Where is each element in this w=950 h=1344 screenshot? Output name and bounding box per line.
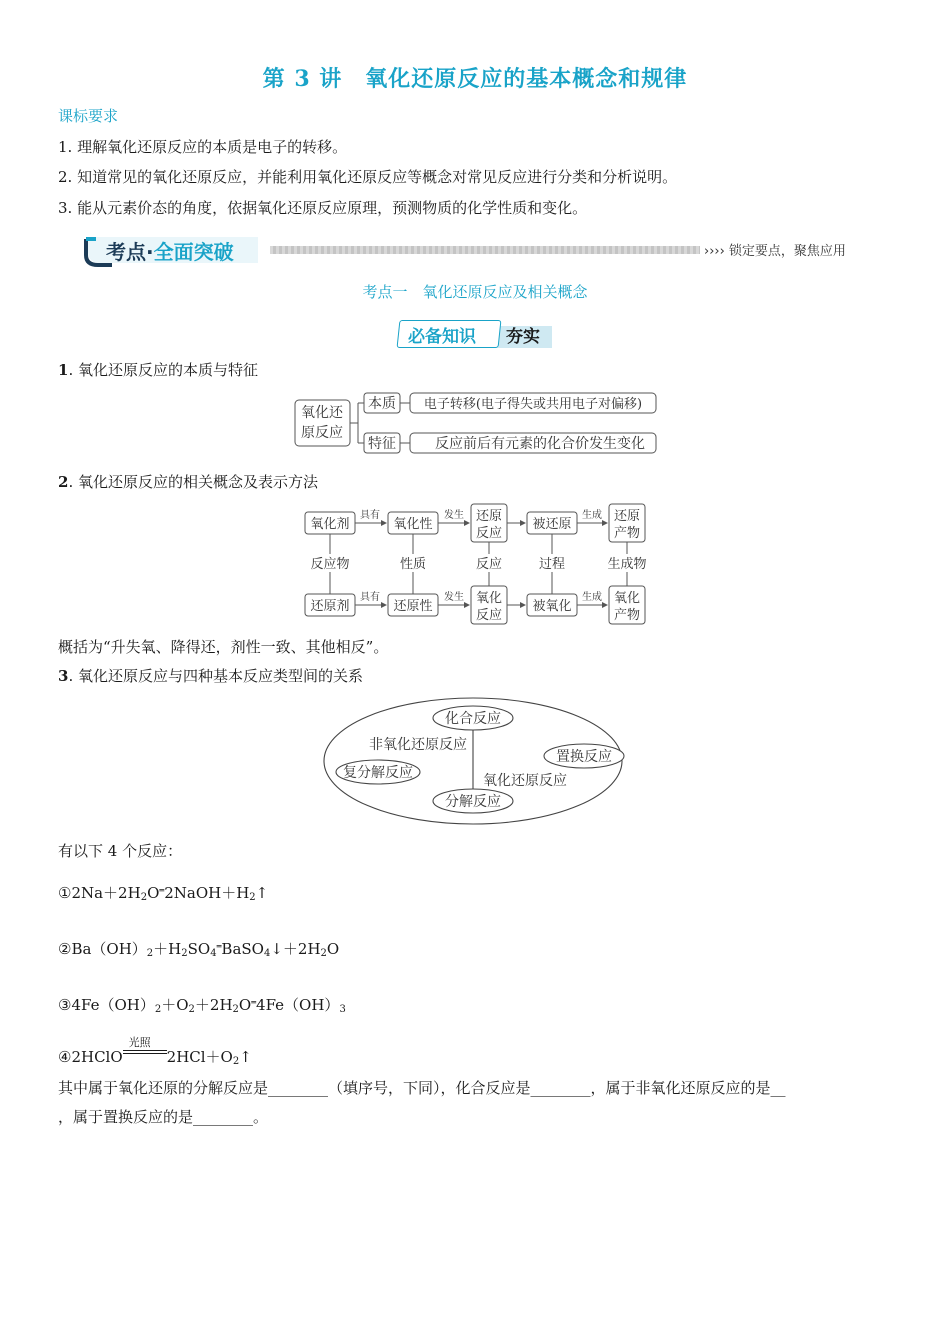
fig1-branch2-value: 反应前后有元素的化合价发生变化 bbox=[435, 436, 645, 452]
equation-4-condition: 光照 bbox=[128, 1036, 151, 1049]
fig2-top-oxidant: 氧化剂 bbox=[310, 517, 350, 532]
equation-2: $②Ba(OH)_2+H_2SO_4^═BaSO_4↓+2H_2O$ bbox=[58, 940, 340, 959]
fig2-top-oxidizing: 氧化性 bbox=[393, 517, 433, 532]
fig2-mid-property: 性质 bbox=[399, 557, 427, 572]
fig2-top-product-2: 产物 bbox=[613, 526, 641, 541]
heading-1 bbox=[58, 359, 258, 380]
fig2-mid-product: 生成物 bbox=[607, 557, 647, 572]
banner-label-1: 考点· bbox=[106, 240, 154, 264]
fig2-top-arrow-occur: 发生 bbox=[444, 510, 464, 521]
fig2-bottom-reductant: 还原剂 bbox=[310, 599, 350, 614]
banner-tagline: ›››› 锁定要点，聚焦应用 bbox=[704, 244, 846, 259]
fig2-bottom-arrow-generate: 生成 bbox=[582, 592, 602, 603]
fig2-bottom-oxidized: 被氧化 bbox=[532, 599, 572, 614]
section-banner bbox=[82, 233, 877, 267]
section-title: 考点一 氧化还原反应及相关概念 bbox=[362, 283, 588, 301]
fig2-bottom-oxidation-2: 反应 bbox=[475, 608, 503, 623]
fig2-top-arrow-have: 具有 bbox=[360, 510, 380, 521]
heading-2-number: 2 bbox=[58, 473, 69, 491]
fig1-root-line1: 氧化还 bbox=[301, 405, 343, 421]
heading-1-number: 1 bbox=[58, 361, 69, 379]
fig1-branch1-value: 电子转移(电子得失或共用电子对偏移) bbox=[423, 397, 643, 412]
fig2-mid-process: 过程 bbox=[538, 557, 566, 572]
fig1-branch1-label: 本质 bbox=[368, 396, 396, 412]
fig2-top-arrow-generate: 生成 bbox=[582, 510, 602, 521]
fig3-non-redox: 非氧化还原反应 bbox=[369, 737, 467, 753]
page-title: 第 3 讲 氧化还原反应的基本概念和规律 bbox=[262, 66, 688, 92]
heading-3-number: 3 bbox=[58, 667, 69, 685]
figure-reaction-types bbox=[320, 695, 630, 835]
fig2-bottom-reducing: 还原性 bbox=[393, 599, 433, 614]
figure-redox-essence bbox=[290, 388, 665, 458]
fig3-combination: 化合反应 bbox=[445, 711, 501, 727]
requirement-item-2: 2. 知道常见的氧化还原反应，并能利用氧化还原反应等概念对常见反应进行分类和分析说明。 bbox=[58, 168, 678, 186]
question-line-1: 其中属于氧化还原的分解反应是________（填序号，下同），化合反应是________，属于非氧化还原反应的是__ bbox=[58, 1079, 786, 1097]
heading-2-text: . 氧化还原反应的相关概念及表示方法 bbox=[68, 473, 318, 491]
heading-3-text: . 氧化还原反应与四种基本反应类型间的关系 bbox=[68, 667, 363, 685]
heading-1-text: . 氧化还原反应的本质与特征 bbox=[68, 361, 258, 379]
requirements-label: 课标要求 bbox=[58, 107, 119, 125]
fig2-top-product-1: 还原 bbox=[613, 509, 641, 524]
fig2-top-reduced: 被还原 bbox=[532, 517, 572, 532]
figure-redox-concepts bbox=[300, 500, 650, 625]
fig1-branch2-label: 特征 bbox=[368, 436, 396, 452]
knowledge-badge-label: 必备知识 bbox=[408, 327, 476, 347]
fig2-mid-reactant: 反应物 bbox=[310, 557, 350, 572]
fig2-bottom-product-1: 氧化 bbox=[613, 591, 641, 606]
question-line-2: ，属于置换反应的是________。 bbox=[58, 1108, 269, 1126]
intro-text: 有以下 4 个反应： bbox=[58, 842, 183, 860]
fig2-bottom-arrow-occur: 发生 bbox=[444, 592, 464, 603]
fig2-bottom-arrow-have: 具有 bbox=[360, 592, 380, 603]
fig3-double-decomposition: 复分解反应 bbox=[343, 765, 413, 781]
fig2-bottom-oxidation-1: 氧化 bbox=[475, 591, 503, 606]
banner-divider bbox=[270, 246, 700, 254]
summary-text: 概括为“升失氧、降得还，剂性一致、其他相反”。 bbox=[58, 638, 389, 656]
knowledge-badge bbox=[398, 318, 556, 350]
fig2-top-reduction-2: 反应 bbox=[475, 526, 503, 541]
equation-3: $③4Fe(OH)_2+O_2+2H_2O^═4Fe(OH)_3$ bbox=[58, 996, 346, 1015]
fig3-displacement: 置换反应 bbox=[556, 749, 612, 765]
heading-2 bbox=[58, 471, 318, 492]
equation-1: $①2Na+2H_2O^═2NaOH+H_2↑$ bbox=[58, 884, 269, 903]
fig3-redox: 氧化还原反应 bbox=[483, 773, 567, 789]
heading-3 bbox=[58, 665, 363, 686]
fig2-mid-reaction: 反应 bbox=[475, 557, 503, 572]
banner-label-2: 全面突破 bbox=[153, 240, 234, 264]
fig1-root-line2: 原反应 bbox=[301, 425, 343, 441]
fig2-top-reduction-1: 还原 bbox=[475, 509, 503, 524]
equation-4: ④2HClO 光照 $2HCl+O_2↑$ bbox=[58, 1036, 252, 1067]
requirement-item-3: 3. 能从元素价态的角度，依据氧化还原反应原理，预测物质的化学性质和变化。 bbox=[58, 199, 588, 217]
knowledge-badge-suffix: 夯实 bbox=[506, 327, 540, 347]
fig2-bottom-product-2: 产物 bbox=[613, 608, 641, 623]
requirement-item-1: 1. 理解氧化还原反应的本质是电子的转移。 bbox=[58, 138, 348, 156]
fig3-decomposition: 分解反应 bbox=[445, 794, 501, 810]
